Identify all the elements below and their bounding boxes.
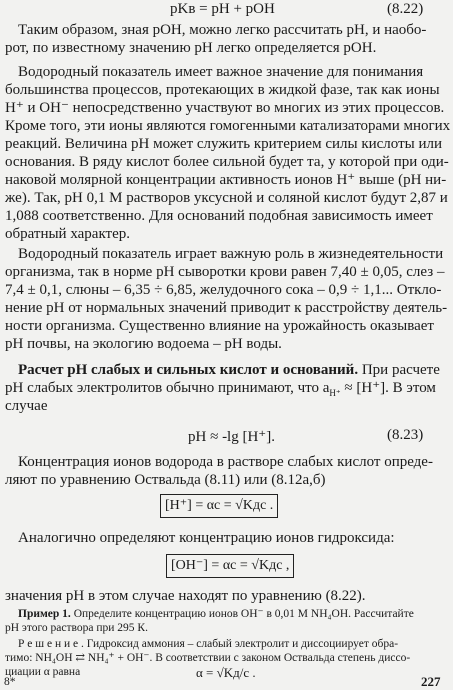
example-label: Пример 1. bbox=[18, 608, 71, 620]
text-line: Концентрация ионов водорода в растворе слабых кислот опреде- bbox=[18, 454, 433, 470]
text-line: Аналогично определяют концентрацию ионов гидроксида: bbox=[18, 530, 395, 546]
solution-text: Гидроксид аммония – слабый электролит и диссоциирует обра- bbox=[83, 638, 399, 650]
section-heading-tail: При расчете bbox=[358, 362, 440, 378]
equation-alpha: α = √Kд/c . bbox=[196, 665, 256, 680]
signature-mark: 8* bbox=[4, 676, 16, 688]
text-line: pH почвы, на экологию водоема – pH воды. bbox=[5, 336, 282, 352]
text-line: 7,4 ± 0,1, слюны – 6,35 ÷ 6,85, желудочного сока – 0,9 ÷ 1,1... Откло- bbox=[5, 282, 442, 298]
text-line: значения pH в этом случае находят по уравнению (8.22). bbox=[5, 588, 366, 604]
text-line: Водородный показатель имеет важное значение для понимания bbox=[18, 64, 424, 80]
text-line: рот, по известному значению pH легко определяется pOH. bbox=[5, 40, 377, 56]
equation-8-22: pKв = pH + pOH bbox=[170, 1, 275, 17]
page-number: 227 bbox=[421, 674, 441, 689]
example-line: pH этого раствора при 295 К. bbox=[5, 622, 148, 634]
text-line: наковой молярной концентрации активность ионов H⁺ выше (pH ни- bbox=[5, 172, 447, 188]
text-line: организма, так в норме pH сыворотки крови равен 7,40 ± 0,05, слез – bbox=[5, 264, 445, 280]
example-text: Определите концентрацию ионов OH⁻ в 0,01 М NH₄OH. Рассчитайте bbox=[70, 608, 414, 620]
example-line: тимо: NH₄OH ⇄ NH₄⁺ + OH⁻. В соответствии с законом Оствальда степень диссо- bbox=[5, 652, 411, 664]
text-line: H⁺ и OH⁻ непосредственно участвуют во многих из этих процессов. bbox=[5, 100, 445, 116]
example-line: циации α равна bbox=[5, 666, 81, 678]
text-line: же). Так, pH 0,1 М растворов уксусной и соляной кислот будут 2,87 и bbox=[5, 190, 448, 206]
text-line: ляют по уравнению Оствальда (8.11) или (8.12а,б) bbox=[5, 472, 326, 488]
section-line2: pH слабых электролитов обычно принимают, что a bbox=[5, 380, 330, 396]
text-line: ности организма. Существенно влияние на урожайность оказывает bbox=[5, 318, 434, 334]
text-line bbox=[5, 380, 436, 397]
equation-8-23: pH ≈ -lg [H⁺]. bbox=[188, 429, 275, 445]
section-heading: Расчет pH слабых и сильных кислот и оснований. bbox=[18, 362, 359, 378]
boxed-equation-oh: [OH⁻] = αc = √Kдc , bbox=[166, 554, 294, 578]
example-line bbox=[18, 608, 414, 621]
text-line: основания. В ряду кислот более сильной будет та, у которой при оди- bbox=[5, 154, 449, 170]
text-line: Водородный показатель играет важную роль в жизнедеятельности bbox=[18, 246, 444, 262]
text-line: Кроме того, эти ионы являются гомогенными катализаторами многих bbox=[5, 118, 451, 134]
example-line bbox=[18, 638, 398, 651]
text-line: большинства процессов, протекающих в жидкой фазе, так как ионы bbox=[5, 82, 440, 98]
boxed-equation-h: [H⁺] = αc = √Kдc . bbox=[160, 494, 278, 518]
section-line2-sub: H⁺ bbox=[329, 388, 341, 398]
text-line: Таким образом, зная pOH, можно легко рассчитать pH, и наобо- bbox=[18, 22, 427, 38]
solution-label: Р е ш е н и е . bbox=[18, 638, 84, 650]
text-line: нение pH от нормальных значений приводит к расстройству деятель- bbox=[5, 300, 448, 316]
text-line: обратный характер. bbox=[5, 226, 131, 242]
text-line: реакций. Величина pH может служить критерием силы кислоты или bbox=[5, 136, 442, 152]
text-line: случае bbox=[5, 398, 48, 414]
text-line: 1,088 соответственно. Для оснований подобная зависимость имеет bbox=[5, 208, 433, 224]
section-line2-tail: ≈ [H⁺]. В этом bbox=[340, 380, 436, 396]
section-heading-line bbox=[18, 362, 440, 379]
equation-number-8-22: (8.22) bbox=[387, 1, 424, 17]
equation-number-8-23: (8.23) bbox=[387, 427, 424, 443]
